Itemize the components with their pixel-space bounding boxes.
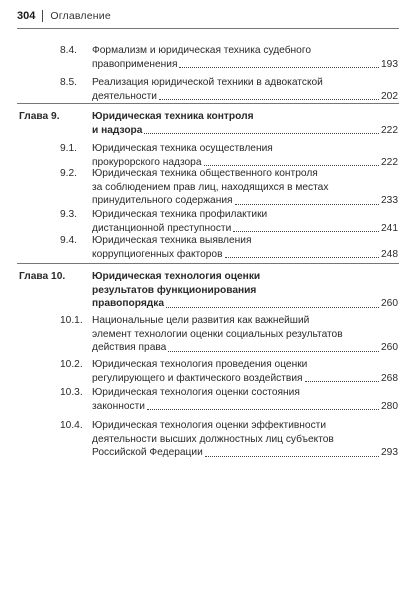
entry-title-line: Юридическая техника общественного контроля bbox=[92, 168, 318, 179]
entry-number: Глава 9. bbox=[19, 111, 60, 122]
dot-leader bbox=[233, 231, 379, 232]
toc-section-entry[interactable] bbox=[0, 76, 416, 103]
entry-page-number: 248 bbox=[381, 248, 398, 260]
dot-leader bbox=[305, 381, 379, 382]
entry-title-last-line: и надзора bbox=[92, 124, 143, 136]
entry-page-number: 222 bbox=[381, 124, 398, 136]
entry-page-number: 268 bbox=[381, 372, 398, 384]
toc-chapter-entry[interactable] bbox=[0, 270, 416, 311]
toc-section-entry[interactable] bbox=[0, 208, 416, 235]
entry-number: 9.2. bbox=[60, 168, 77, 179]
toc-section-entry[interactable] bbox=[0, 167, 416, 208]
entry-title-last-line: правопорядка bbox=[92, 298, 165, 309]
entry-page-number: 222 bbox=[381, 156, 398, 168]
entry-title-line: Юридическая техника выявления bbox=[92, 235, 252, 246]
entry-title-last-line: прокурорского надзора bbox=[92, 156, 202, 168]
entry-title-line: Юридическая техника контроля bbox=[92, 111, 254, 122]
entry-title-line: деятельности высших должностных лиц субъектов bbox=[92, 433, 334, 445]
toc-section-entry[interactable] bbox=[0, 358, 416, 385]
dot-leader bbox=[144, 133, 379, 134]
entry-title-line: Национальные цели развития как важнейший bbox=[92, 315, 310, 326]
entry-title-last-line: регулирующего и фактического воздействия bbox=[92, 372, 303, 384]
entry-number: 10.2. bbox=[60, 359, 83, 370]
dot-leader bbox=[225, 257, 380, 258]
chapter-divider bbox=[17, 263, 399, 264]
entry-title-line: Юридическая технология оценки bbox=[92, 271, 261, 282]
entry-number: 9.4. bbox=[60, 235, 77, 246]
entry-title-line: элемент технологии оценки социальных результатов bbox=[92, 328, 343, 340]
dot-leader bbox=[179, 67, 379, 68]
entry-number: 8.5. bbox=[60, 77, 77, 88]
entry-title-last-line: принудительного содержания bbox=[92, 195, 233, 206]
entry-title-line: за соблюдением прав лиц, находящихся в местах bbox=[92, 181, 329, 193]
entry-title-last-line: Российской Федерации bbox=[92, 447, 203, 458]
entry-title-line: Реализация юридической техники в адвокатской bbox=[92, 77, 323, 88]
toc-section-entry[interactable] bbox=[0, 142, 416, 169]
entry-page-number: 260 bbox=[381, 298, 398, 309]
entry-title-line: Юридическая техника профилактики bbox=[92, 209, 268, 220]
entry-title-last-line: законности bbox=[92, 400, 145, 412]
header-rule bbox=[17, 28, 399, 29]
entry-page-number: 193 bbox=[381, 58, 398, 70]
entry-title-last-line: дистанционной преступности bbox=[92, 222, 232, 234]
chapter-divider bbox=[17, 103, 399, 104]
running-header bbox=[17, 10, 111, 22]
entry-title-line: Формализм и юридическая техника судебного bbox=[92, 45, 312, 56]
entry-number: 9.1. bbox=[60, 143, 77, 154]
entry-page-number: 293 bbox=[381, 447, 398, 458]
dot-leader bbox=[235, 204, 379, 205]
page-number: 304 bbox=[17, 10, 36, 22]
entry-page-number: 280 bbox=[381, 400, 398, 412]
dot-leader bbox=[168, 351, 379, 352]
entry-page-number: 202 bbox=[381, 90, 398, 102]
entry-title-last-line: деятельности bbox=[92, 90, 157, 102]
toc-section-entry[interactable] bbox=[0, 419, 416, 460]
entry-title-line: Юридическая технология оценки состояния bbox=[92, 387, 300, 398]
entry-page-number: 233 bbox=[381, 195, 398, 206]
entry-title-line: Юридическая технология проведения оценки bbox=[92, 359, 308, 370]
toc-chapter-entry[interactable] bbox=[0, 110, 416, 137]
entry-number: 10.3. bbox=[60, 387, 83, 398]
entry-number: 10.4. bbox=[60, 420, 83, 431]
entry-number: 8.4. bbox=[60, 45, 77, 56]
entry-number: 9.3. bbox=[60, 209, 77, 220]
toc-section-entry[interactable] bbox=[0, 44, 416, 71]
header-separator bbox=[42, 10, 43, 22]
dot-leader bbox=[159, 99, 379, 100]
entry-title-line: Юридическая технология оценки эффективности bbox=[92, 420, 327, 431]
header-title: Оглавление bbox=[50, 10, 111, 22]
entry-title-last-line: правоприменения bbox=[92, 58, 178, 70]
dot-leader bbox=[166, 307, 379, 308]
dot-leader bbox=[147, 409, 379, 410]
entry-number: 10.1. bbox=[60, 315, 83, 326]
toc-section-entry[interactable] bbox=[0, 314, 416, 355]
toc-section-entry[interactable] bbox=[0, 234, 416, 261]
entry-title-last-line: коррупциогенных факторов bbox=[92, 248, 223, 260]
toc-section-entry[interactable] bbox=[0, 386, 416, 413]
entry-number: Глава 10. bbox=[19, 271, 66, 282]
entry-title-line: Юридическая техника осуществления bbox=[92, 143, 273, 154]
entry-page-number: 241 bbox=[381, 222, 398, 234]
dot-leader bbox=[205, 456, 379, 457]
dot-leader bbox=[204, 165, 379, 166]
entry-page-number: 260 bbox=[381, 342, 398, 353]
entry-title-line: результатов функционирования bbox=[92, 284, 257, 296]
entry-title-last-line: действия права bbox=[92, 342, 167, 353]
